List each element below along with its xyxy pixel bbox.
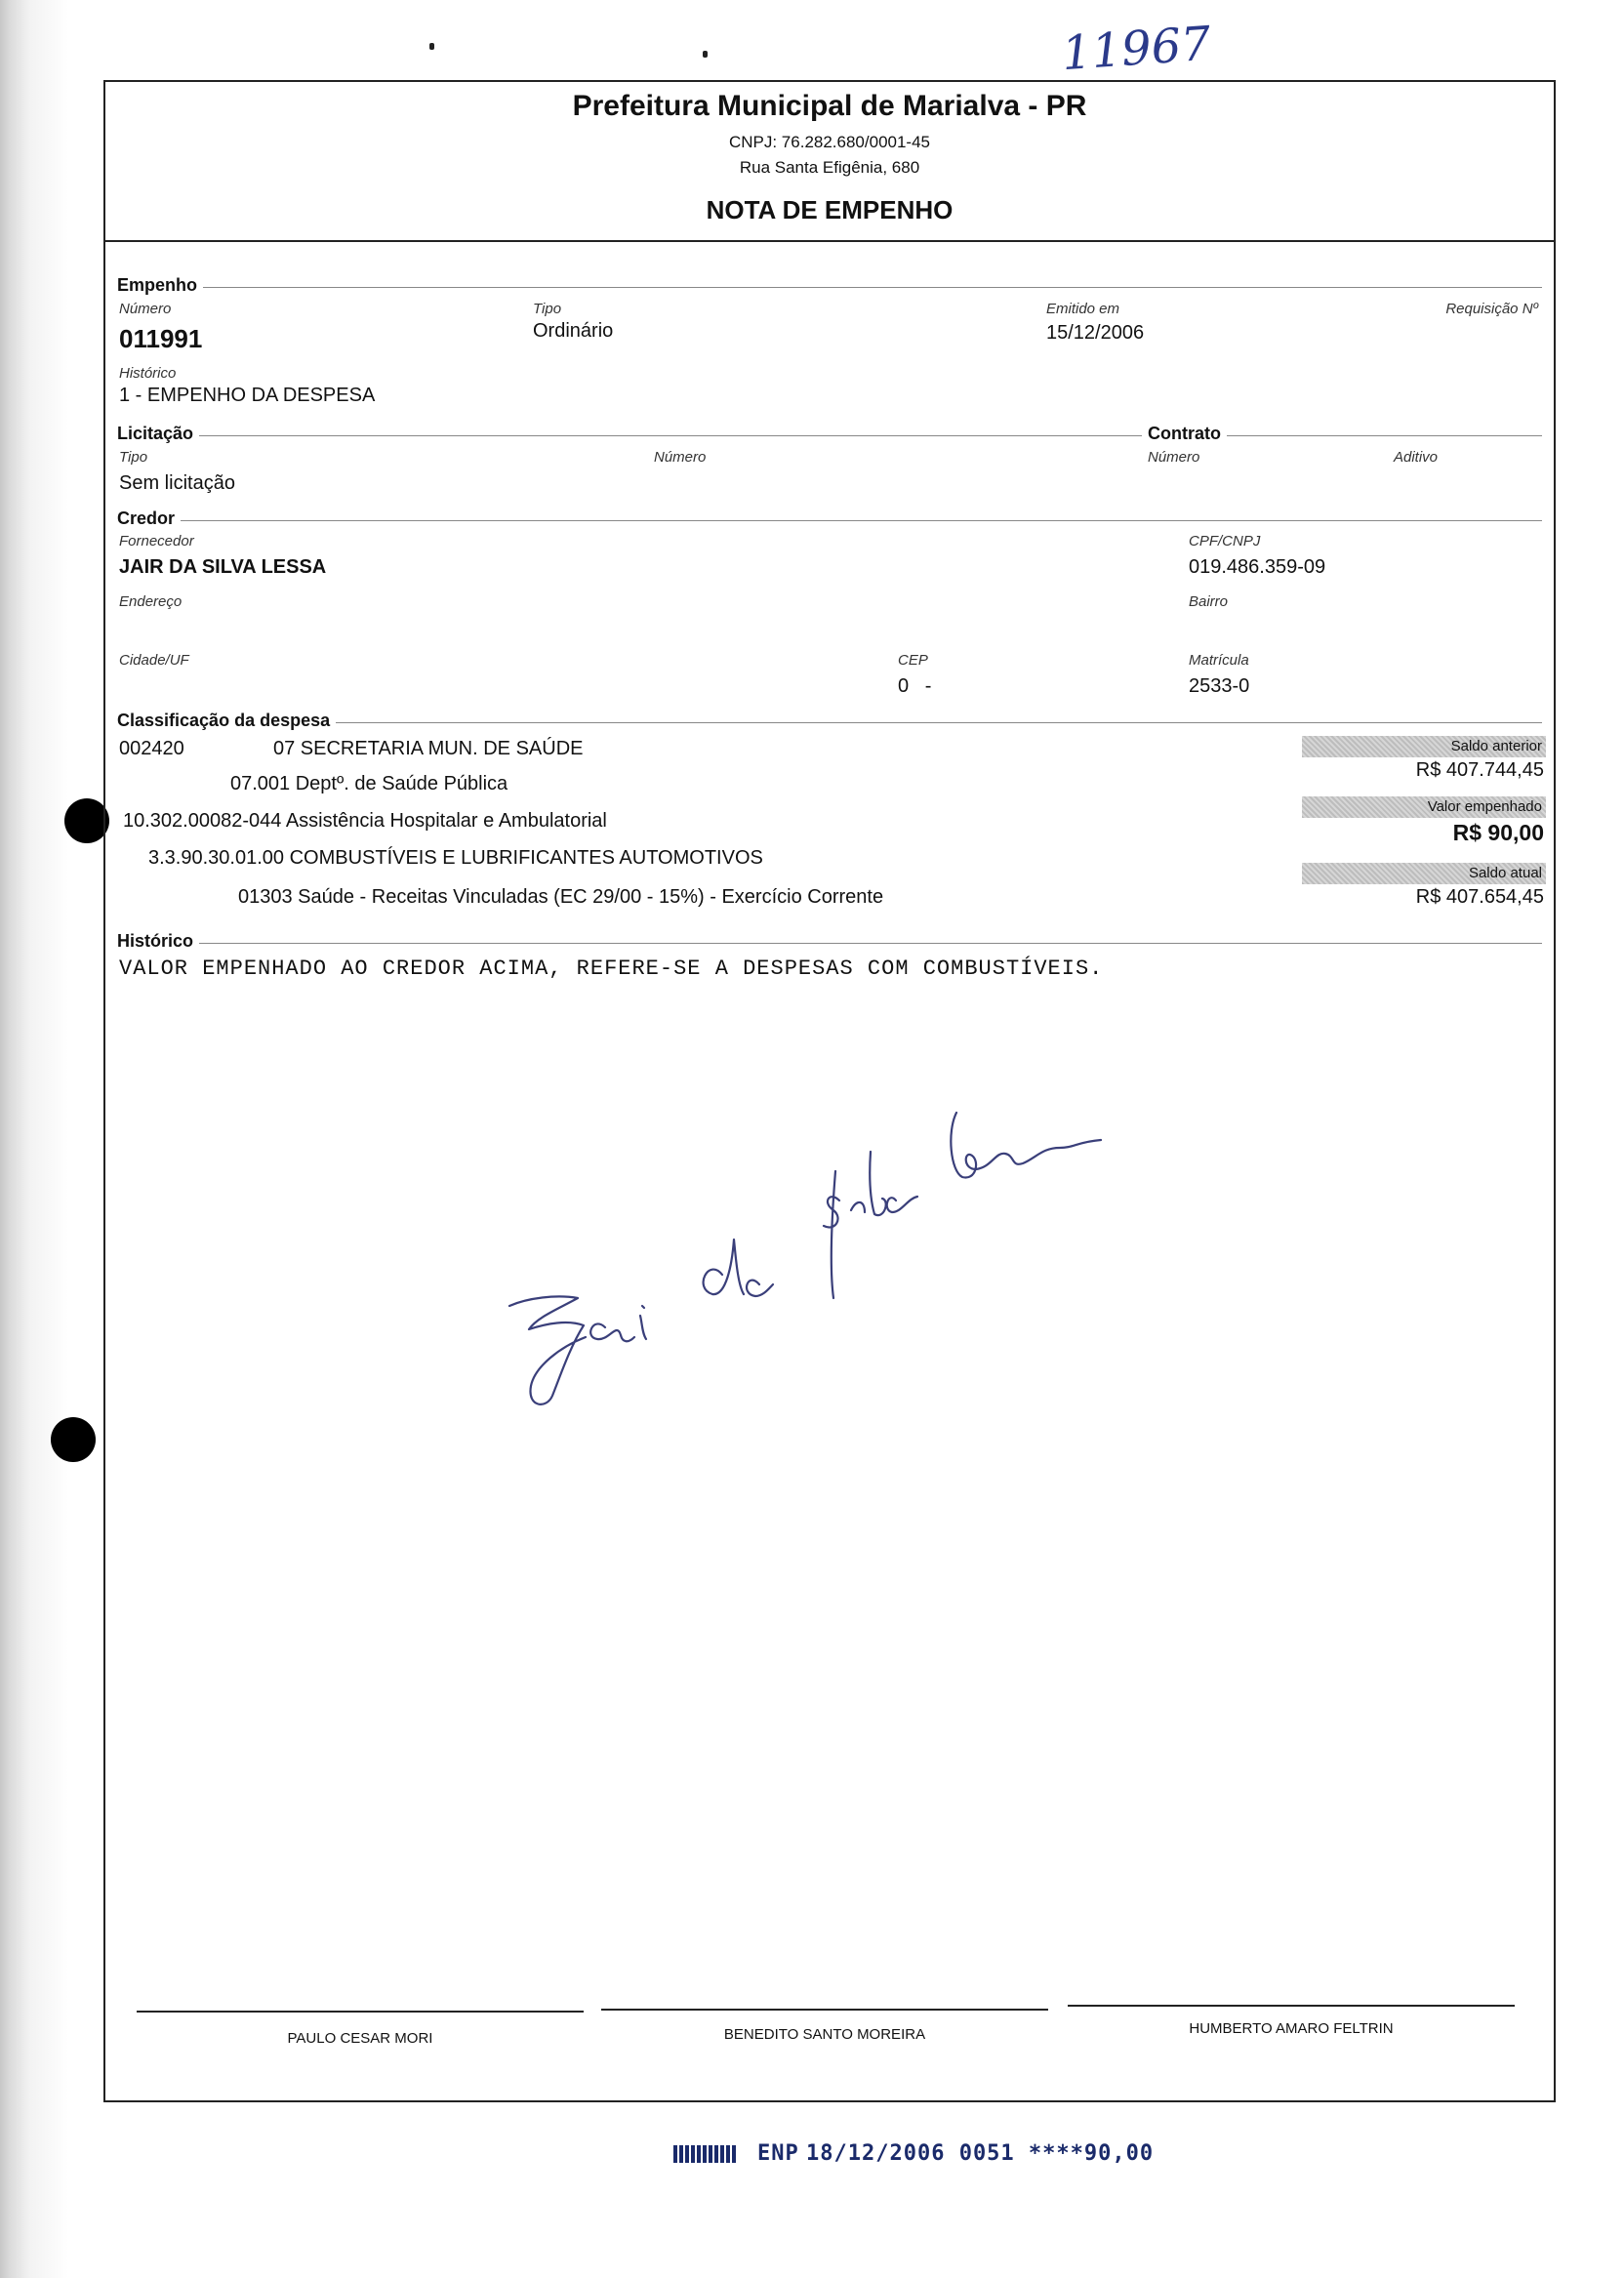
section-contrato: Contrato [1142, 424, 1227, 444]
punch-hole-bottom [51, 1417, 96, 1462]
historico-rule [117, 943, 1542, 944]
requisicao-label: Requisição Nº [1445, 301, 1538, 317]
valor-empenhado-label: Valor empenhado [1302, 796, 1546, 818]
class-code: 002420 [119, 738, 184, 759]
signatory-1: PAULO CESAR MORI [287, 2030, 433, 2047]
signature-line-3 [1068, 2005, 1515, 2007]
section-classificacao: Classificação da despesa [117, 711, 336, 731]
empenho-numero: 011991 [119, 324, 203, 353]
empenho-rule [117, 287, 1542, 288]
class-line-fonte: 01303 Saúde - Receitas Vinculadas (EC 29/00 - 15%) - Exercício Corrente [238, 886, 884, 908]
credor-rule [117, 520, 1542, 521]
section-licitacao: Licitação [117, 424, 199, 444]
class-line-secretaria: 07 SECRETARIA MUN. DE SAÚDE [273, 738, 584, 759]
scan-speck [703, 51, 708, 58]
contrato-aditivo-label: Aditivo [1394, 449, 1439, 466]
signatory-3: HUMBERTO AMARO FELTRIN [1189, 2020, 1394, 2037]
fornecedor-label: Fornecedor [119, 533, 194, 549]
handwritten-number: 11967 [1060, 16, 1213, 82]
saldo-anterior-label: Saldo anterior [1302, 736, 1546, 757]
address-line: Rua Santa Efigênia, 680 [739, 158, 920, 177]
section-empenho: Empenho [117, 275, 203, 296]
cep-value: 0 - [898, 675, 932, 697]
scan-speck [429, 43, 434, 50]
cpf-value: 019.486.359-09 [1189, 556, 1326, 578]
cnpj-line: CNPJ: 76.282.680/0001-45 [728, 133, 931, 151]
stamp-barcode [673, 2145, 736, 2163]
bairro-label: Bairro [1189, 593, 1229, 610]
stamp-text: 18/12/2006 0051 ****90,00 [806, 2141, 1155, 2166]
handwritten-signature [488, 1054, 1171, 1425]
doc-title: NOTA DE EMPENHO [706, 195, 954, 224]
municipality-title: Prefeitura Municipal de Marialva - PR [572, 90, 1087, 122]
licitacao-tipo: Sem licitação [119, 472, 235, 494]
saldo-atual-value: R$ 407.654,45 [1415, 886, 1544, 908]
class-line-programa: 10.302.00082-044 Assistência Hospitalar e Ambulatorial [123, 810, 607, 832]
tipo-label: Tipo [533, 301, 562, 317]
header-divider [103, 240, 1556, 242]
historico-empenho-label: Histórico [119, 365, 177, 382]
historico-text: VALOR EMPENHADO AO CREDOR ACIMA, REFERE-SE A DESPESAS COM COMBUSTÍVEIS. [119, 956, 1104, 981]
matricula-value: 2533-0 [1189, 675, 1250, 697]
valor-empenhado-value: R$ 90,00 [1452, 820, 1544, 845]
licitacao-numero-label: Número [654, 449, 707, 466]
signatory-2: BENEDITO SANTO MOREIRA [723, 2026, 926, 2043]
signature-line-2 [601, 2009, 1048, 2011]
scan-shadow [0, 0, 68, 2278]
numero-label: Número [119, 301, 172, 317]
signature-line-1 [137, 2011, 584, 2013]
cpf-label: CPF/CNPJ [1189, 533, 1261, 549]
licitacao-tipo-label: Tipo [119, 449, 148, 466]
saldo-atual-label: Saldo atual [1302, 863, 1546, 884]
section-historico: Histórico [117, 931, 199, 952]
class-line-departamento: 07.001 Deptº. de Saúde Pública [230, 773, 508, 794]
emitido-date: 15/12/2006 [1046, 322, 1145, 344]
class-line-elemento: 3.3.90.30.01.00 COMBUSTÍVEIS E LUBRIFICANTES AUTOMOTIVOS [148, 847, 763, 869]
cep-label: CEP [898, 652, 928, 669]
saldo-anterior-value: R$ 407.744,45 [1415, 759, 1544, 781]
endereco-label: Endereço [119, 593, 183, 610]
fornecedor-name: JAIR DA SILVA LESSA [119, 556, 327, 578]
section-credor: Credor [117, 508, 181, 529]
contrato-numero-label: Número [1148, 449, 1200, 466]
stamp-prefix: ENP [757, 2141, 799, 2166]
emitido-label: Emitido em [1046, 301, 1120, 317]
historico-empenho-value: 1 - EMPENHO DA DESPESA [119, 385, 376, 406]
cidade-label: Cidade/UF [119, 652, 189, 669]
matricula-label: Matrícula [1189, 652, 1249, 669]
licitacao-rule [117, 435, 1542, 436]
empenho-tipo: Ordinário [533, 320, 614, 342]
